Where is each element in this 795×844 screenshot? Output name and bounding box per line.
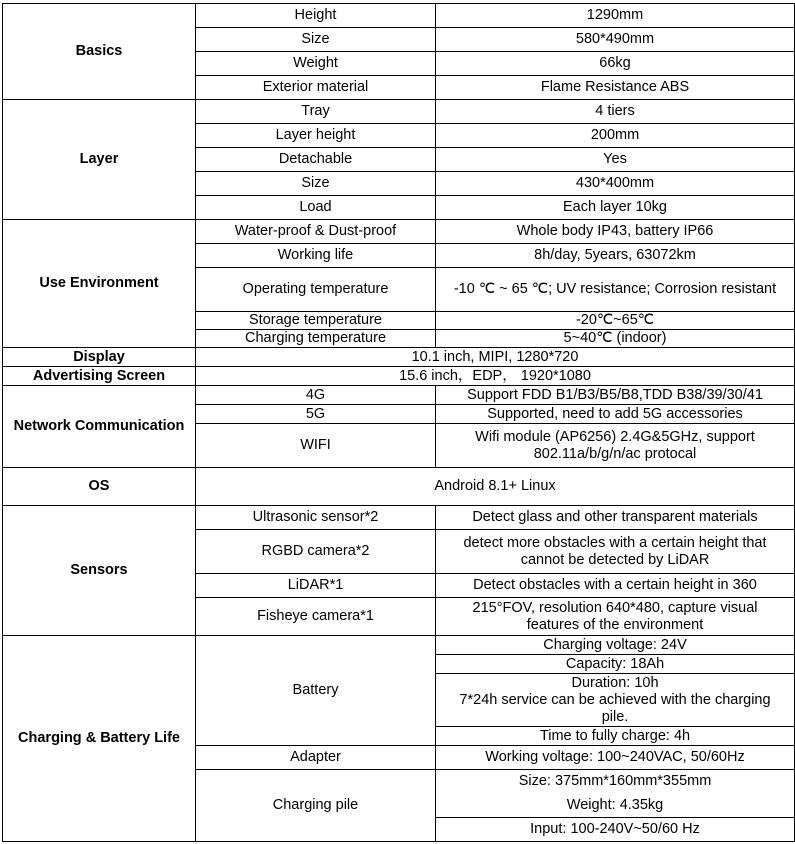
spec-value: Detect glass and other transparent materials bbox=[436, 506, 795, 530]
spec-label: Fisheye camera*1 bbox=[196, 598, 436, 636]
spec-value: Detect obstacles with a certain height in 360 bbox=[436, 574, 795, 598]
spec-label: Charging temperature bbox=[196, 330, 436, 348]
spec-value: 66kg bbox=[436, 52, 795, 76]
spec-label: Ultrasonic sensor*2 bbox=[196, 506, 436, 530]
spec-label: Charging pile bbox=[196, 770, 436, 842]
category-use-environment: Use Environment bbox=[3, 220, 196, 348]
spec-value: Time to fully charge: 4h bbox=[436, 727, 795, 746]
category-layer: Layer bbox=[3, 100, 196, 220]
spec-label: RGBD camera*2 bbox=[196, 530, 436, 574]
spec-value: Capacity: 18Ah bbox=[436, 655, 795, 674]
table-row bbox=[3, 636, 795, 655]
spec-value: Weight: 4.35kg bbox=[436, 794, 795, 818]
category-sensors: Sensors bbox=[3, 506, 196, 636]
spec-label: LiDAR*1 bbox=[196, 574, 436, 598]
spec-value: 8h/day, 5years, 63072km bbox=[436, 244, 795, 268]
spec-value: Yes bbox=[436, 148, 795, 172]
spec-label: WIFI bbox=[196, 424, 436, 468]
spec-value: 5~40℃ (indoor) bbox=[436, 330, 795, 348]
spec-value-line: 215°FOV, resolution 640*480, capture visual bbox=[472, 599, 758, 616]
spec-value-line: Duration: 10h bbox=[571, 674, 659, 691]
spec-value: Working voltage: 100~240VAC, 50/60Hz bbox=[436, 746, 795, 770]
spec-value: Whole body IP43, battery IP66 bbox=[436, 220, 795, 244]
category-advertising-screen: Advertising Screen bbox=[3, 367, 196, 386]
spec-label: Exterior material bbox=[196, 76, 436, 100]
spec-value: 430*400mm bbox=[436, 172, 795, 196]
category-network: Network Communication bbox=[3, 386, 196, 468]
spec-value: 200mm bbox=[436, 124, 795, 148]
spec-label: Operating temperature bbox=[196, 268, 436, 312]
spec-value-line: detect more obstacles with a certain height that bbox=[463, 534, 767, 551]
spec-value-line: features of the environment bbox=[526, 616, 704, 633]
spec-label: Adapter bbox=[196, 746, 436, 770]
spec-value: Each layer 10kg bbox=[436, 196, 795, 220]
spec-value-line: pile. bbox=[601, 708, 629, 725]
table-row bbox=[3, 4, 795, 28]
spec-value: Input: 100-240V~50/60 Hz bbox=[436, 818, 795, 842]
spec-label: Height bbox=[196, 4, 436, 28]
spec-label: Tray bbox=[196, 100, 436, 124]
category-display: Display bbox=[3, 348, 196, 367]
spec-label: Battery bbox=[196, 636, 436, 746]
spec-value bbox=[436, 674, 795, 727]
spec-value: Size: 375mm*160mm*355mm bbox=[436, 770, 795, 794]
spec-label: Size bbox=[196, 28, 436, 52]
spec-value: -20℃~65℃ bbox=[436, 312, 795, 330]
table-row bbox=[3, 468, 795, 506]
spec-sheet bbox=[2, 3, 794, 841]
table-row bbox=[3, 386, 795, 405]
table-row bbox=[3, 348, 795, 367]
spec-value: 15.6 inch，EDP， 1920*1080 bbox=[196, 367, 795, 386]
spec-value: Charging voltage: 24V bbox=[436, 636, 795, 655]
table-row bbox=[3, 367, 795, 386]
spec-value: 580*490mm bbox=[436, 28, 795, 52]
spec-label: Layer height bbox=[196, 124, 436, 148]
category-os: OS bbox=[3, 468, 196, 506]
spec-value: Support FDD B1/B3/B5/B8,TDD B38/39/30/41 bbox=[436, 386, 795, 405]
spec-value-line: 802.11a/b/g/n/ac protocal bbox=[533, 445, 697, 462]
spec-value: -10 ℃ ~ 65 ℃; UV resistance; Corrosion resistant bbox=[436, 268, 795, 312]
spec-value: Android 8.1+ Linux bbox=[196, 468, 795, 506]
spec-label: 5G bbox=[196, 405, 436, 424]
spec-value: 1290mm bbox=[436, 4, 795, 28]
spec-value bbox=[436, 530, 795, 574]
table-row bbox=[3, 100, 795, 124]
spec-label: 4G bbox=[196, 386, 436, 405]
spec-value bbox=[436, 424, 795, 468]
spec-value-line: 7*24h service can be achieved with the charging bbox=[459, 691, 771, 708]
table-row bbox=[3, 220, 795, 244]
spec-label: Working life bbox=[196, 244, 436, 268]
spec-value: 4 tiers bbox=[436, 100, 795, 124]
spec-value-line: Wifi module (AP6256) 2.4G&5GHz, support bbox=[475, 428, 755, 445]
spec-label: Storage temperature bbox=[196, 312, 436, 330]
spec-label: Weight bbox=[196, 52, 436, 76]
spec-value: Supported, need to add 5G accessories bbox=[436, 405, 795, 424]
spec-label: Load bbox=[196, 196, 436, 220]
spec-value: 10.1 inch, MIPI, 1280*720 bbox=[196, 348, 795, 367]
spec-table bbox=[2, 3, 795, 842]
spec-value bbox=[436, 598, 795, 636]
spec-label: Size bbox=[196, 172, 436, 196]
category-basics: Basics bbox=[3, 4, 196, 100]
category-charging: Charging & Battery Life bbox=[3, 636, 196, 842]
spec-value-line: cannot be detected by LiDAR bbox=[520, 551, 710, 568]
table-row bbox=[3, 506, 795, 530]
spec-label: Water-proof & Dust-proof bbox=[196, 220, 436, 244]
spec-value: Flame Resistance ABS bbox=[436, 76, 795, 100]
spec-label: Detachable bbox=[196, 148, 436, 172]
